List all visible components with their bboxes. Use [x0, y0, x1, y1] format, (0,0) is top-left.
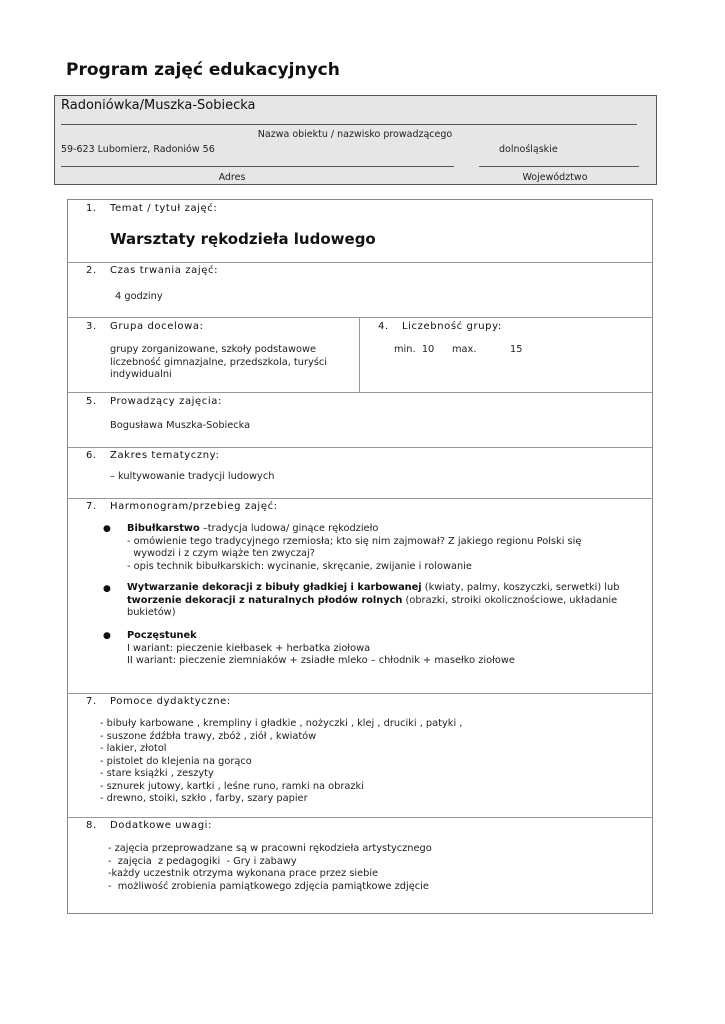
- leader-value: Bogusława Muszka-Sobiecka: [110, 420, 251, 431]
- voivodeship: dolnośląskie: [499, 144, 558, 155]
- section-leader: [68, 392, 652, 448]
- section-topic: [68, 200, 652, 263]
- divider: [61, 166, 454, 167]
- section-audience-size: [68, 317, 652, 393]
- bullet-icon: ●: [103, 584, 111, 594]
- section-number: 6.: [86, 450, 97, 461]
- bullet-icon: ●: [103, 631, 111, 641]
- group-max: max.: [452, 344, 477, 355]
- aids-list: - bibuły karbowane , krempliny i gładkie , nożyczki , klej , druciki , patyki , - suszone źdźbła trawy, zbóż , ziół , kwiatów - lakier, złotol - pistolet do klejenia na gorąco - stare książki , zeszyty - sznurek jutowy, kartki , leśne runo, ramki na obrazki - drewno, stoiki, szkło , farby, szary papier: [100, 718, 463, 804]
- divider: [479, 166, 639, 167]
- object-caption: Nazwa obiektu / nazwisko prowadzącego: [257, 129, 453, 140]
- section-label: Liczebność grupy:: [402, 321, 502, 332]
- duration-value: 4 godziny: [115, 291, 163, 302]
- section-scope: [68, 447, 652, 499]
- audience-value: grupy zorganizowane, szkoły podstawowe liczebność gimnazjalne, przedszkola, turyści indywidualni: [110, 344, 328, 380]
- section-label: Prowadzący zajęcia:: [110, 396, 222, 407]
- section-label: Dodatkowe uwagi:: [110, 820, 213, 831]
- program-form: [67, 199, 653, 914]
- section-duration: [68, 262, 652, 318]
- section-number: 1.: [86, 203, 97, 214]
- section-label: Harmonogram/przebieg zajęć:: [110, 501, 278, 512]
- schedule-item: Poczęstunek I wariant: pieczenie kiełbasek + herbatka ziołowa II wariant: pieczenie ziemniaków + zsiadłe mleko – chłodnik + masełko ziołowe: [127, 630, 515, 666]
- schedule-item: Wytwarzanie dekoracji z bibuły gładkiej i karbowanej (kwiaty, palmy, koszyczki, serwetki) lub tworzenie dekoracji z naturalnych płodów rolnych (obrazki, stroiki okolicznościowe, układanie bukietów): [127, 582, 620, 618]
- divider: [61, 124, 297, 125]
- section-number: 5.: [86, 396, 97, 407]
- section-notes: [68, 817, 652, 913]
- voivodeship-caption: Województwo: [522, 172, 588, 183]
- group-max-value: 15: [510, 344, 523, 355]
- topic-value: Warsztaty rękodzieła ludowego: [110, 230, 376, 248]
- section-label: Grupa docelowa:: [110, 321, 204, 332]
- group-min: min. 10: [394, 344, 435, 355]
- divider: [359, 317, 360, 392]
- schedule-item: Bibułkarstwo –tradycja ludowa/ ginące rękodzieło - omówienie tego tradycyjnego rzemiosła; kto się nim zajmował? Z jakiego regionu Polski się wywodzi i z czym wiąże ten zwyczaj? - opis technik bibułkarskich: wycinanie, skręcanie, zwijanie i rolowanie: [127, 523, 582, 572]
- section-label: Czas trwania zajęć:: [110, 265, 219, 276]
- address-caption: Adres: [218, 172, 246, 183]
- notes-list: - zajęcia przeprowadzane są w pracowni rękodzieła artystycznego - zajęcia z pedagogiki - Gry i zabawy -każdy uczestnik otrzyma wykonana prace przez siebie - możliwość zrobienia pamiątkowego zdjęcia pamiątkowe zdjęcie: [108, 843, 432, 892]
- scope-value: – kultywowanie tradycji ludowych: [110, 471, 275, 482]
- section-label: Zakres tematyczny:: [110, 450, 220, 461]
- section-number: 3.: [86, 321, 97, 332]
- section-aids: [68, 693, 652, 818]
- document-title: Program zajęć edukacyjnych: [66, 60, 340, 80]
- section-number: 4.: [378, 321, 389, 332]
- section-label: Temat / tytuł zajęć:: [110, 203, 218, 214]
- object-name: Radoniówka/Muszka-Sobiecka: [61, 98, 256, 113]
- section-label: Pomoce dydaktyczne:: [110, 696, 231, 707]
- section-number: 2.: [86, 265, 97, 276]
- divider: [295, 124, 637, 125]
- address: 59-623 Lubomierz, Radoniów 56: [61, 144, 215, 155]
- section-number: 7.: [86, 696, 97, 707]
- section-number: 7.: [86, 501, 97, 512]
- section-schedule: [68, 498, 652, 694]
- section-number: 8.: [86, 820, 97, 831]
- bullet-icon: ●: [103, 524, 111, 534]
- header-box: [54, 95, 657, 185]
